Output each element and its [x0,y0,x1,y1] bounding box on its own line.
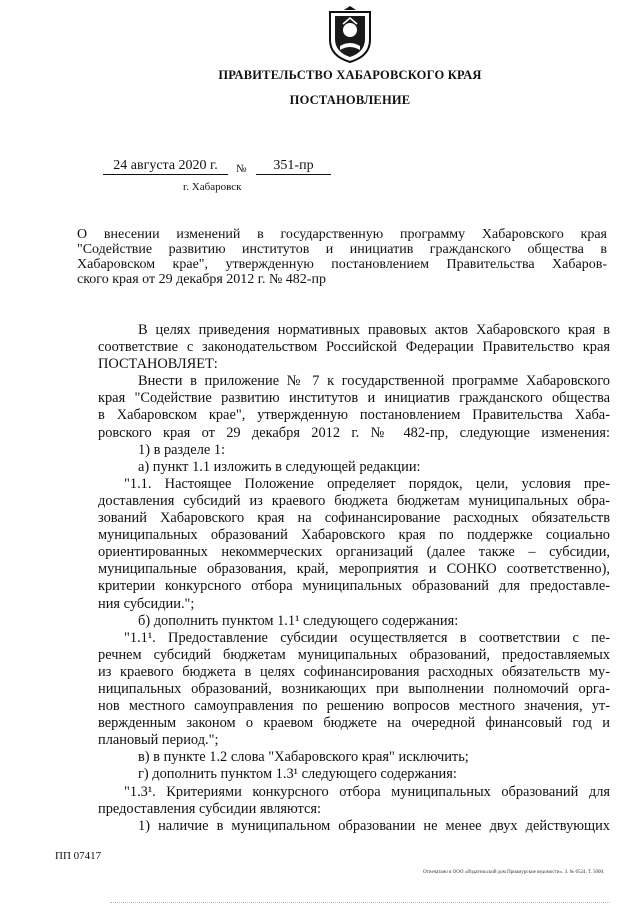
body-line: речнем субсидий бюджетам муниципальных образований, предоставляемых [98,646,610,663]
document-type: ПОСТАНОВЛЕНИЕ [289,93,411,107]
body-line: в) в пункте 1.2 слова "Хабаровского края" исключить; [138,749,469,766]
document-code: ПП 07417 [55,850,102,862]
number-sign: № [236,163,247,175]
body-line: "1.1. Настоящее Положение определяет порядок, цели, условия пре- [124,475,610,492]
body-line: "1.3¹. Критериями конкурсного отбора муниципальных образований для [124,783,610,800]
body-line: критерии конкурсного отбора муниципальных образований для предоставле- [98,578,610,595]
body-line: муниципальных образований Хабаровского края по поддержке социально [98,527,610,544]
body-line: предоставления субсидии являются: [98,800,321,817]
body-line: нов местного самоуправления по решению вопросов местного значения, ут- [98,698,610,715]
body-line: б) дополнить пунктом 1.1¹ следующего содержания: [138,612,459,629]
body-line: В целях приведения нормативных правовых актов Хабаровского края в [138,322,610,338]
subject-line: "Содействие развитию институтов и инициатив гражданского общества в [77,242,607,257]
body-line: ПОСТАНОВЛЯЕТ: [98,356,218,373]
body-line: плановый период."; [98,732,219,749]
document-number: 351-пр [256,158,331,175]
document-date: 24 августа 2020 г. [103,158,228,175]
body-line: края "Содействие развитию институтов и инициатив гражданского общества [98,390,610,407]
body-line: ниципальных образований, возникающих при выполнении полномочий орга- [98,680,610,697]
government-title: ПРАВИТЕЛЬСТВО ХАБАРОВСКОГО КРАЯ [218,68,482,82]
body-line: ния субсидии."; [98,595,195,612]
bottom-divider [110,902,610,903]
body-line: зований Хабаровского края на софинансирование расходных обязательств [98,510,610,527]
subject-line: О внесении изменений в государственную программу Хабаровского края [77,227,607,242]
body-line: 1) наличие в муниципальном образовании не менее двух действующих [138,817,610,834]
body-line: в Хабаровском крае", утвержденную постановлением Правительства Хаба- [98,407,610,424]
document-subject [77,227,607,287]
body-line: доставления субсидий из краевого бюджета бюджетам муниципальных обра- [98,492,610,509]
subject-line: ского края от 29 декабря 2012 г. № 482-пр [77,272,326,287]
document-city: г. Хабаровск [183,181,242,193]
body-line: соответствие с законодательством Российской Федерации Правительство края [98,339,610,356]
body-line: 1) в разделе 1: [138,441,226,458]
body-line: из краевого бюджета в целях софинансирования расходных обязательств му- [98,663,610,680]
body-line: Внести в приложение № 7 к государственной программе Хабаровского [138,373,610,390]
print-note: Отпечатано в ООО «Издательский дом Приамурские ведомости». З. № 6524. Т. 5000. [423,870,605,875]
document-body [98,322,610,835]
body-line: вержденным законом о краевом бюджете на очередной финансовый год и [98,715,610,732]
body-line: ориентированных некоммерческих организаций (далее также – субсидии, [98,544,610,561]
body-line: а) пункт 1.1 изложить в следующей редакции: [138,458,421,475]
subject-line: Хабаровском крае", утвержденную постановлением Правительства Хабаров- [77,257,607,272]
body-line: муниципальные образования, край, мероприятия и СОНКО соответственно), [98,561,610,578]
coat-of-arms-icon [326,6,374,64]
body-line: ровского края от 29 декабря 2012 г. № 482-пр, следующие изменения: [98,424,610,441]
body-line: "1.1¹. Предоставление субсидии осуществляется в соответствии с пе- [124,629,610,646]
body-line: г) дополнить пунктом 1.3¹ следующего содержания: [138,766,457,783]
